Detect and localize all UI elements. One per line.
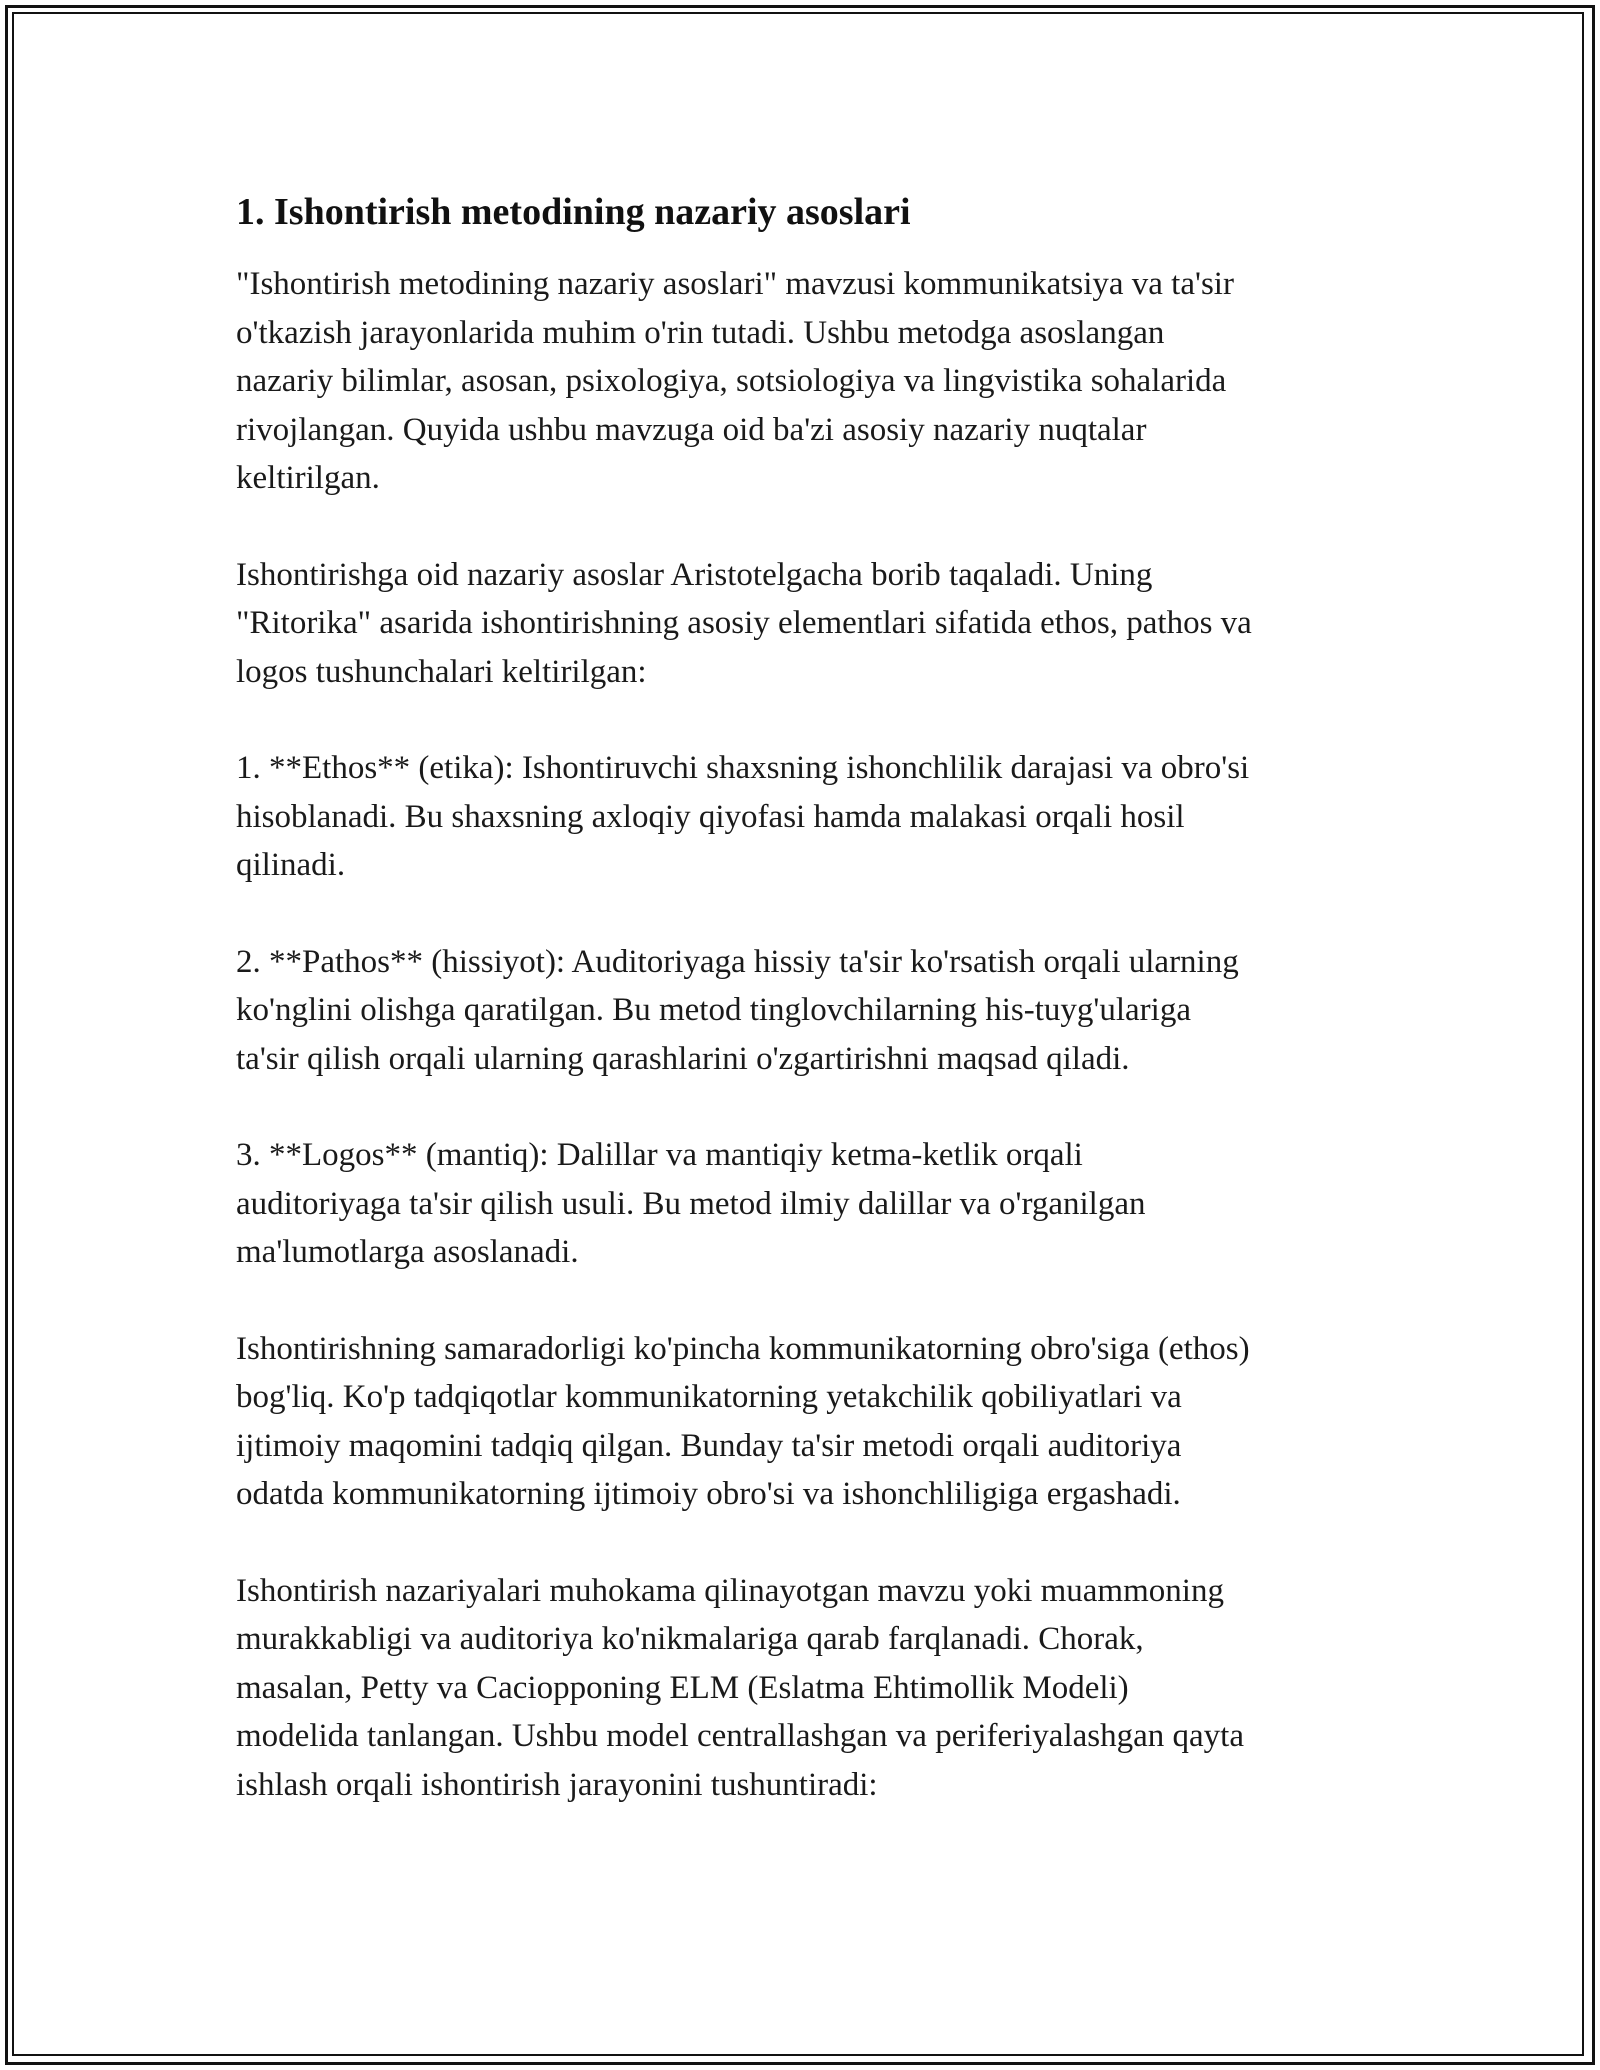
paragraph-aristotle: Ishontirishga oid nazariy asoslar Aristotelgacha borib taqaladi. Uning "Ritorika" asarida ishontirishning asosiy elementlari sifatida ethos, pathos va logos tushunchalari keltirilgan: xyxy=(236,556,1252,690)
document-body xyxy=(236,186,1376,1857)
section-heading: 1. Ishontirish metodining nazariy asoslari xyxy=(236,191,911,233)
paragraph-intro: "Ishontirish metodining nazariy asoslari" mavzusi kommunikatsiya va ta'sir o'tkazish jarayonlarida muhim o'rin tutadi. Ushbu metodga asoslangan nazariy bilimlar, asosan, psixologiya, sotsiologiya va lingvistika sohalarida rivojlangan. Quyida ushbu mavzuga oid ba'zi asosiy nazariy nuqtalar keltirilgan. xyxy=(236,266,1234,496)
paragraph-logos: 3. **Logos** (mantiq): Dalillar va mantiqiy ketma-ketlik orqali auditoriyaga ta'sir qilish usuli. Bu metod ilmiy dalillar va o'rganilgan ma'lumotlarga asoslanadi. xyxy=(236,1137,1146,1270)
paragraph-ethos: 1. **Ethos** (etika): Ishontiruvchi shaxsning ishonchlilik darajasi va obro'si hisoblanadi. Bu shaxsning axloqiy qiyofasi hamda malakasi orqali hosil qilinadi. xyxy=(236,750,1250,883)
paragraph-effectiveness: Ishontirishning samaradorligi ko'pincha kommunikatorning obro'siga (ethos) bog'liq. Ko'p tadqiqotlar kommunikatorning yetakchilik qobiliyatlari va ijtimoiy maqomini tadqiq qilgan. Bunday ta'sir metodi orqali auditoriya odatda kommunikatorning ijtimoiy obro'si va ishonchliligiga ergashadi. xyxy=(236,1330,1250,1512)
paragraph-pathos: 2. **Pathos** (hissiyot): Auditoriyaga hissiy ta'sir ko'rsatish orqali ularning ko'nglini olishga qaratilgan. Bu metod tinglovchilarning his-tuyg'ulariga ta'sir qilish orqali ularning qarashlarini o'zgartirishni maqsad qiladi. xyxy=(236,943,1239,1077)
paragraph-theories: Ishontirish nazariyalari muhokama qilinayotgan mavzu yoki muammoning murakkabligi va auditoriya ko'nikmalariga qarab farqlanadi. Chorak, masalan, Petty va Caciopponing ELM (Eslatma Ehtimollik Modeli) modelida tanlangan. Ushbu model centrallashgan va periferiyalashgan qayta ishlash orqali ishontirish jarayonini tushuntiradi: xyxy=(236,1572,1244,1803)
